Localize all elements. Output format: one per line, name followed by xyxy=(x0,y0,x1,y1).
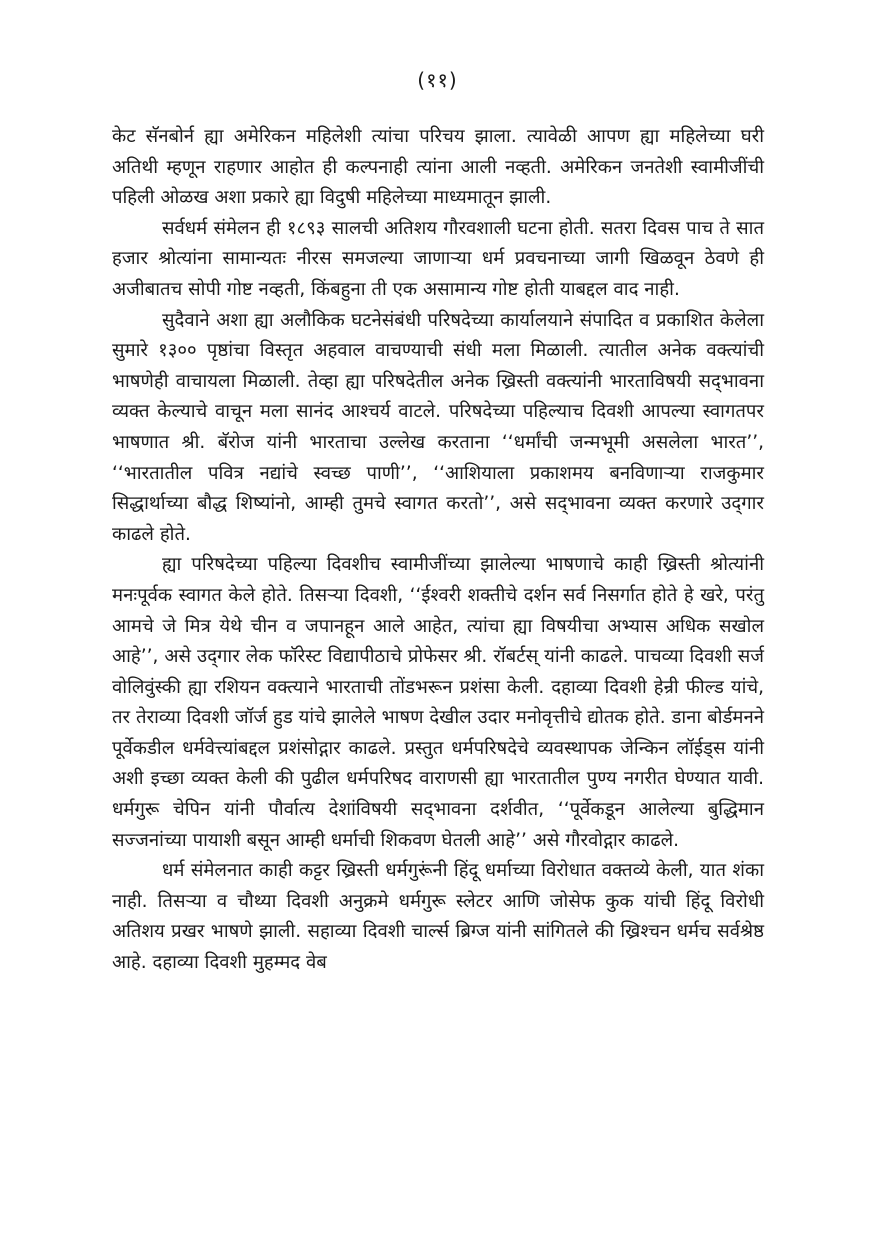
paragraph-parliament-1893: सर्वधर्म संमेलन ही १८९३ सालची अतिशय गौरवशाली घटना होती. सतरा दिवस पाच ते सात हजार श्रोत्यांना सामान्यतः नीरस समजल्या जाणाऱ्या धर्म प्रवचनाच्या जागी खिळवून ठेवणे ही अजीबातच सोपी गोष्ट नव्हती, किंबहुना ती एक असामान्य गोष्ट होती याबद्दल वाद नाही. xyxy=(112,217,764,300)
paragraph-parliament-report: सुदैवाने अशा ह्या अलौकिक घटनेसंबंधी परिषदेच्या कार्यालयाने संपादित व प्रकाशित केलेला सुमारे १३०० पृष्ठांचा विस्तृत अहवाल वाचण्याची संधी मला मिळाली. त्यातील अनेक वक्त्यांची भाषणेही वाचायला मिळाली. तेव्हा ह्या परिषदेतील अनेक ख्रिस्ती वक्त्यांनी भारताविषयी सद्‌भावना व्यक्त केल्याचे वाचून मला सानंद आश्चर्य वाटले. परिषदेच्या पहिल्याच दिवशी आपल्या स्वागतपर भाषणात श्री. बॅरोज यांनी भारताचा उल्लेख करताना ‘‘धर्मांची जन्मभूमी असलेला भारत’’, ‘‘भारतातील पवित्र नद्यांचे स्वच्छ पाणी’’, ‘‘आशियाला प्रकाशमय बनविणाऱ्या राजकुमार सिद्धार्थाच्या बौद्ध शिष्यांनो, आम्ही तुमचे स्वागत करतो’’, असे सद्‌भावना व्यक्त करणारे उद्‌गार काढले होते. xyxy=(112,309,764,545)
body-text xyxy=(112,122,764,979)
paragraph-opposing-speeches: धर्म संमेलनात काही कट्टर ख्रिस्ती धर्मगुरूंनी हिंदू धर्माच्या विरोधात वक्तव्ये केली, यात शंका नाही. तिसऱ्या व चौथ्या दिवशी अनुक्रमे धर्मगुरू स्लेटर आणि जोसेफ कुक यांची हिंदू विरोधी अतिशय प्रखर भाषणे झाली. सहाव्या दिवशी चार्ल्स ब्रिग्ज यांनी सांगितले की ख्रिश्चन धर्मच सर्वश्रेष्ठ आहे. दहाव्या दिवशी मुहम्मद वेब xyxy=(112,860,764,974)
page-number: (११) xyxy=(417,68,458,92)
paragraph-christian-speakers: ह्या परिषदेच्या पहिल्या दिवशीच स्वामीजींच्या झालेल्या भाषणाचे काही ख्रिस्ती श्रोत्यांनी मनःपूर्वक स्वागत केले होते. तिसऱ्या दिवशी, ‘‘ईश्वरी शक्तीचे दर्शन सर्व निसर्गात होते हे खरे, परंतु आमचे जे मित्र येथे चीन व जपानहून आले आहेत, त्यांचा ह्या विषयीचा अभ्यास अधिक सखोल आहे’’, असे उद्‌गार लेक फॉरेस्ट विद्यापीठाचे प्रोफेसर श्री. रॉबर्टस्‌ यांनी काढले. पाचव्या दिवशी सर्ज वोलिवुंस्की ह्या रशियन वक्त्याने भारताची तोंडभरून प्रशंसा केली. दहाव्या दिवशी हेन्री फील्ड यांचे, तर तेराव्या दिवशी जॉर्ज हुड यांचे झालेले भाषण देखील उदार मनोवृत्तीचे द्योतक होते. डाना बोर्डमनने पूर्वेकडील धर्मवेत्त्यांबद्दल प्रशंसोद्गार काढले. प्रस्तुत धर्मपरिषदेचे व्यवस्थापक जेन्किन लॉईड्स यांनी अशी इच्छा व्यक्त केली की पुढील धर्मपरिषद वाराणसी ह्या भारतातील पुण्य नगरीत घेण्यात यावी. धर्मगुरू चेपिन यांनी पौर्वात्य देशांविषयी सद्‌भावना दर्शवीत, ‘‘पूर्वेकडून आलेल्या बुद्धिमान सज्जनांच्या पायाशी बसून आम्ही धर्माची शिकवण घेतली आहे’’ असे गौरवोद्गार काढले. xyxy=(112,554,764,851)
paragraph-kate-sanborn: केट सॅनबोर्न ह्या अमेरिकन महिलेशी त्यांचा परिचय झाला. त्यावेळी आपण ह्या महिलेच्या घरी अतिथी म्हणून राहणार आहोत ही कल्पनाही त्यांना आली नव्हती. अमेरिकन जनतेशी स्वामीजींची पहिली ओळख अशा प्रकारे ह्या विदुषी महिलेच्या माध्यमातून झाली. xyxy=(112,126,764,209)
